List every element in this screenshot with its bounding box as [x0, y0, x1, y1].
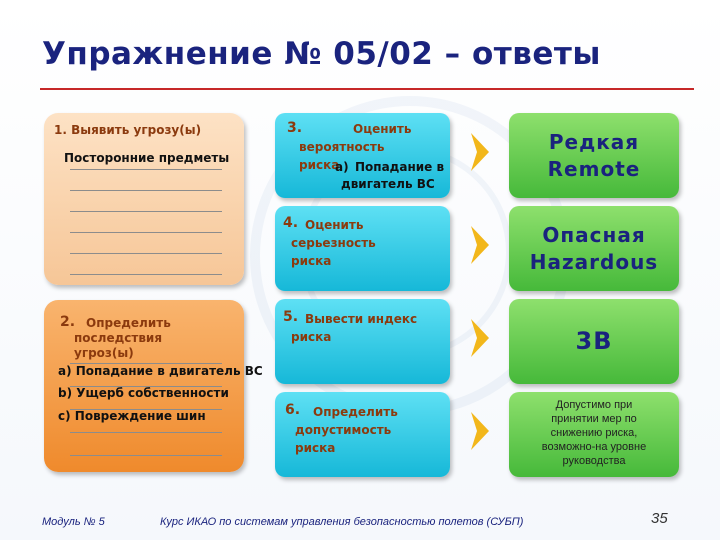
chevron-right-icon: [471, 319, 489, 357]
step3-sub-marker: a): [335, 160, 349, 174]
step3-number: 3.: [287, 120, 303, 136]
title-underline: [40, 88, 694, 90]
step4-card: [275, 206, 450, 291]
step6-line3: риска: [295, 441, 336, 455]
risk-index: 3B: [575, 327, 613, 355]
step3-line1: Оценить: [353, 122, 412, 136]
blank-line: [70, 253, 222, 254]
likelihood-result: [509, 113, 679, 198]
severity-ru: Опасная: [542, 223, 646, 247]
tolerability-line4: возможно-на уровне: [541, 441, 647, 453]
step4-line2: серьезность: [291, 236, 376, 250]
tolerability-line5: руководства: [562, 455, 626, 467]
tolerability-result: [509, 392, 679, 477]
step1-heading: 1. Выявить угрозу(ы): [54, 123, 202, 137]
blank-line: [70, 455, 222, 456]
step4-line1: Оценить: [305, 218, 364, 232]
severity-en: Hazardous: [529, 250, 659, 274]
step4-number: 4.: [283, 215, 299, 231]
risk-index-result: [509, 299, 679, 384]
chevron-right-icon: [471, 133, 489, 171]
likelihood-ru: Редкая: [548, 130, 640, 154]
blank-line: [70, 190, 222, 191]
step2-heading-line1: Определить: [86, 316, 171, 330]
chevron-right-icon: [471, 226, 489, 264]
chevron-right-icon: [471, 412, 489, 450]
blank-line: [70, 232, 222, 233]
tolerability-line2: принятии мер по: [551, 413, 637, 425]
blank-line: [70, 169, 222, 170]
step3-sub-line1: Попадание в: [355, 160, 445, 174]
step1-card: [44, 113, 244, 285]
step2-heading-line3: угроз(ы): [74, 346, 134, 360]
severity-result: [509, 206, 679, 291]
step3-line2: вероятность: [299, 140, 385, 154]
step5-line2: риска: [291, 330, 332, 344]
step3-sub-line2: двигатель ВС: [341, 177, 435, 191]
step6-line1: Определить: [313, 405, 398, 419]
blank-line: [70, 432, 222, 433]
footer-course: Курс ИКАО по системам управления безопасностью полетов (СУБП): [160, 516, 524, 528]
step6-card: [275, 392, 450, 477]
slide-title: Упражнение № 05/02 – ответы: [42, 36, 601, 72]
step3-card: [275, 113, 450, 198]
tolerability-line3: снижению риска,: [550, 427, 638, 439]
consequence-a: a) Попадание в двигатель ВС: [58, 364, 263, 378]
step5-number: 5.: [283, 309, 299, 325]
blank-line: [70, 211, 222, 212]
likelihood-en: Remote: [547, 157, 641, 181]
step5-line1: Вывести индекс: [305, 312, 418, 326]
step2-number: 2.: [60, 314, 76, 330]
blank-line: [70, 274, 222, 275]
step2-heading-line2: последствия: [74, 331, 163, 345]
step6-number: 6.: [285, 402, 301, 418]
step6-line2: допустимость: [295, 423, 392, 437]
footer-module: Модуль № 5: [42, 516, 105, 528]
consequence-c: c) Повреждение шин: [58, 409, 206, 423]
tolerability-line1: Допустимо при: [555, 399, 633, 411]
step5-card: [275, 299, 450, 384]
consequence-b: b) Ущерб собственности: [58, 386, 229, 400]
step1-answer: Посторонние предметы: [64, 151, 230, 165]
step3-line3: риска: [299, 158, 340, 172]
page-number: 35: [651, 510, 668, 527]
step4-line3: риска: [291, 254, 332, 268]
